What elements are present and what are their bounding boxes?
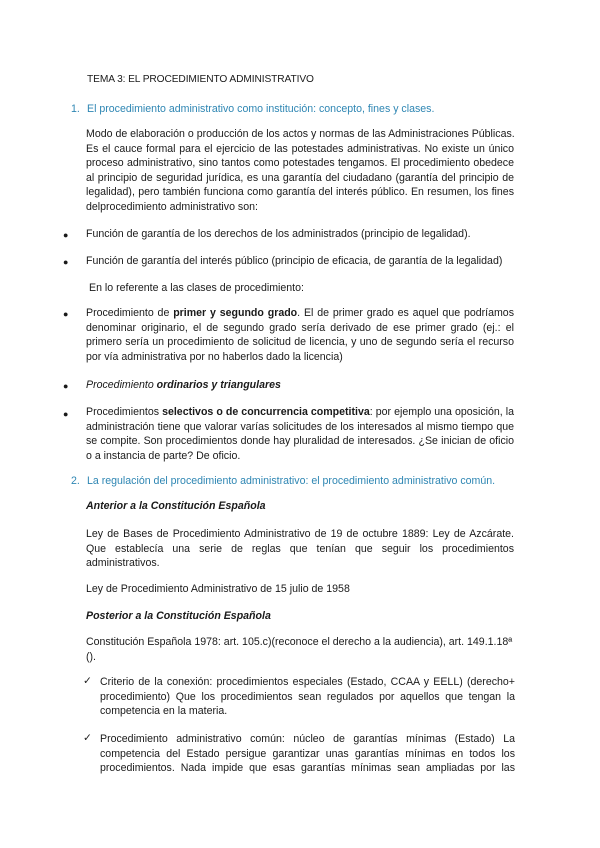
check-2-line: Procedimiento administrativo común: núcleo de garantías mínimas (Estado) La <box>100 733 515 745</box>
bullet-4-bold-italic: ordinarios y triangulares <box>156 379 281 391</box>
bullet-5-bold: selectivos o de concurrencia competitiva <box>162 406 370 418</box>
bullet-5-pre: Procedimientos <box>86 406 163 418</box>
bullet-item-5 <box>86 405 514 463</box>
check-2-line: procedimientos. Nada impide que esas garantías mínimas sean ampliadas por las <box>100 762 515 775</box>
ley-1889-line: administrativos. <box>86 557 160 570</box>
intro-line: proceso administrativo, sino tantos como potestades tengamos. El procedimiento obedece <box>86 157 514 170</box>
intro-line: legalidad), pero también funciona como garantía del interés público. En resumen, los fines <box>86 186 514 199</box>
bullet-4-italic: Procedimiento <box>86 379 157 391</box>
intro-line: delprocedimiento administrativo son: <box>86 200 258 213</box>
intro-paragraph <box>86 127 514 215</box>
ce-1978-paragraph <box>86 635 514 664</box>
bullet-5-line: o a instancia de parte? De oficio. <box>86 449 241 462</box>
ley-1889-paragraph <box>86 527 514 571</box>
bullet-item-4 <box>86 378 281 393</box>
bullet-3-line: por vía administrativa por no haberlos dado la licencia) <box>86 350 343 363</box>
bullet-icon: ● <box>63 381 69 391</box>
check-item-1 <box>100 675 515 719</box>
check-icon: ✓ <box>83 675 92 687</box>
section-1-title: El procedimiento administrativo como institución: concepto, fines y clases. <box>87 103 435 115</box>
bullet-item-2: Función de garantía del interés público (principio de eficacia, de garantía de la legalidad) <box>86 255 503 267</box>
bullet-3-pre: Procedimiento de <box>86 307 174 319</box>
check-1-line: Criterio de la conexión: procedimientos especiales (Estado, CCAA y EELL) (derecho+ <box>100 676 515 688</box>
check-item-2 <box>100 732 515 776</box>
subheading-anterior: Anterior a la Constitución Española <box>86 500 266 512</box>
document-title: TEMA 3: EL PROCEDIMIENTO ADMINISTRATIVO <box>87 74 314 85</box>
check-1-line: procedimiento) Que los procedimientos sean regulados por aquellos que tengan la <box>100 690 515 703</box>
subheading-posterior: Posterior a la Constitución Española <box>86 610 271 622</box>
intro-line: al principio de seguridad jurídica, es una garantía del ciudadano (garantía del principio de <box>86 171 514 184</box>
bullet-item-3 <box>86 306 514 364</box>
bullet-5-rest: : por ejemplo una oposición, la <box>369 406 514 418</box>
bullet-3-bold: primer y segundo grado <box>173 307 298 319</box>
ce-1978-line: (). <box>86 650 96 663</box>
bullet-3-line: primero sería un procedimiento de solicitud de licencia, y uno de segundo sería el recurso <box>86 336 514 349</box>
bullet-item-1: Función de garantía de los derechos de los administrados (principio de legalidad). <box>86 228 471 240</box>
section-2-title: La regulación del procedimiento administrativo: el procedimiento administrativo común. <box>87 475 496 487</box>
check-1-line: competencia en la materia. <box>100 705 228 718</box>
clases-intro: En lo referente a las clases de procedimiento: <box>89 282 304 294</box>
intro-line: Modo de elaboración o producción de los actos y normas de las Administraciones Públicas. <box>86 128 515 140</box>
bullet-icon: ● <box>63 409 69 419</box>
bullet-icon: ● <box>63 230 69 240</box>
bullet-5-line: administración tiene que valorar varías solicitudes de los interesados al mismo tiempo que <box>86 420 514 433</box>
ley-1889-line: Que establecía una serie de reglas que tenían que seguir los procedimientos <box>86 542 514 555</box>
check-icon: ✓ <box>83 732 92 744</box>
bullet-icon: ● <box>63 309 69 319</box>
bullet-5-line: se compite. Son procedimientos donde hay pluralidad de interesados. ¿Se inician de oficio <box>86 435 514 448</box>
bullet-icon: ● <box>63 257 69 267</box>
ce-1978-line: Constitución Española 1978: art. 105.c)(reconoce el derecho a la audiencia), art. 149.1.18ª <box>86 636 513 648</box>
section-1-number: 1. <box>71 103 80 115</box>
ley-1958: Ley de Procedimiento Administrativo de 15 julio de 1958 <box>86 583 350 595</box>
bullet-3-line: denominar originario, el de segundo grado sería derivado de ese primer grado (ej.: el <box>86 321 514 334</box>
check-2-line: competencia del Estado persigue garantizar unas garantías mínimas en todos los <box>100 747 515 760</box>
ley-1889-line: Ley de Bases de Procedimiento Administrativo de 19 de octubre 1889: Ley de Azcárate. <box>86 528 514 540</box>
intro-line: Es el cauce formal para el ejercicio de las potestades administrativas. No existe un único <box>86 142 514 155</box>
bullet-3-rest: . El de primer grado es aquel que podríamos <box>297 307 514 319</box>
section-2-number: 2. <box>71 475 80 487</box>
